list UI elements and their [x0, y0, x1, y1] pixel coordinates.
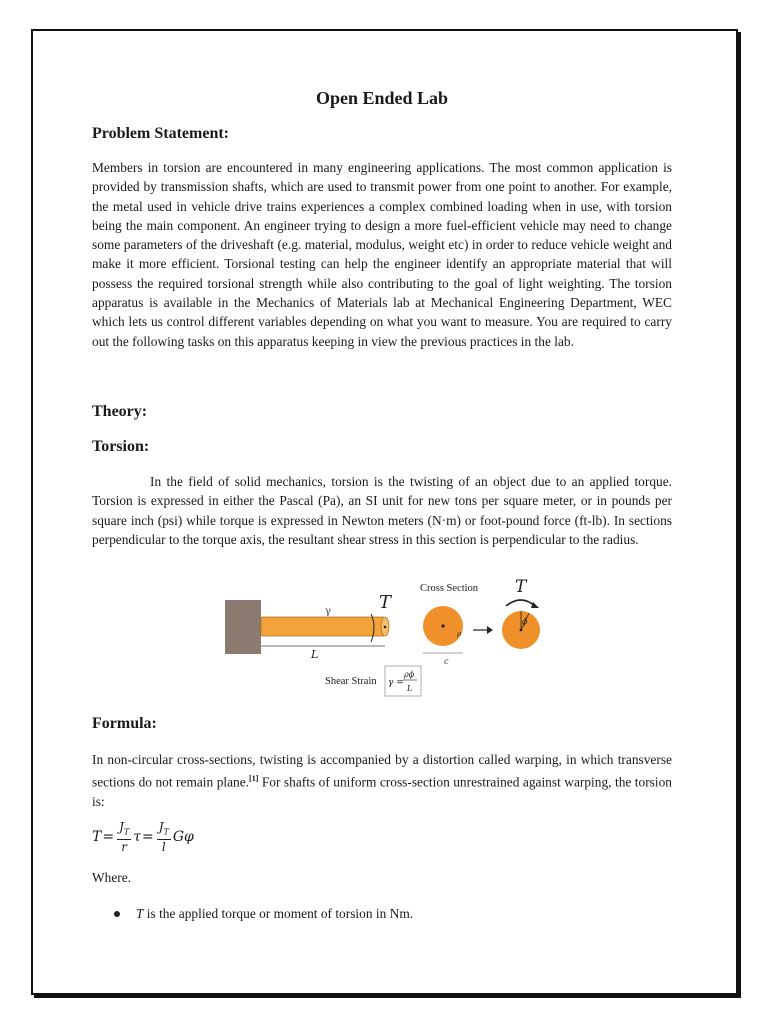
rho-label: ρ: [457, 630, 462, 638]
eq-fraction-2-num: [157, 820, 171, 840]
torque-label-1: T: [379, 592, 392, 613]
variable-description: is the applied torque or moment of torsion in Nm.: [143, 906, 414, 921]
reference-link[interactable]: [1]: [249, 774, 259, 784]
formula-heading: Formula:: [92, 715, 157, 732]
torsion-equation: [92, 820, 194, 854]
page-title: Open Ended Lab: [315, 88, 449, 108]
torque-label-2: T: [515, 577, 527, 597]
eq-fraction-1-num: [117, 820, 131, 840]
arrow-head: [487, 626, 493, 634]
eq-equals-1: =: [102, 829, 115, 846]
eq-sub-T1: T: [123, 827, 130, 837]
shear-strain-num: ρϕ: [404, 670, 415, 679]
eq-J2: J: [158, 820, 164, 834]
shear-strain-label: Shear Strain: [325, 676, 377, 687]
formula-text: [92, 750, 672, 811]
eq-fraction-1: [117, 820, 131, 854]
bullet-icon: [114, 911, 120, 917]
shear-strain-lhs: γ =: [388, 678, 404, 688]
c-label: c: [444, 657, 449, 666]
cross-section-center: [441, 624, 444, 627]
eq-fraction-1-den: r: [121, 840, 128, 855]
where-label: Where.: [92, 870, 132, 885]
shear-strain-den: L: [407, 684, 413, 693]
torsion-figure: [225, 576, 545, 700]
eq-G-phi: Gφ: [172, 829, 194, 846]
shaft: [261, 617, 385, 636]
eq-equals-2: =: [141, 829, 154, 846]
fixed-wall: [225, 600, 261, 654]
torsion-text: In the field of solid mechanics, torsion is the twisting of an object due to an applied torque. Torsion is expressed in either the Pascal (Pa), an SI unit for new tons per square meter, or in pounds per square inch (psi) while torque is expressed in Newton meters (N·m) or foot-pound force (ft-lb). In sections perpendicular to the torque axis, the resultant shear stress in this section is perpendicular to the radius.: [92, 474, 672, 547]
shaft-center-dot: [384, 626, 387, 629]
problem-statement-text: Members in torsion are encountered in many engineering applications. The most common application is provided by transmission shafts, which are used to transmit power from one point to another. For example, the metal used in vehicle drive trains experiences a complex combined loading when in use, with torsion being the main component. An engineer trying to design a more fuel-efficient vehicle may need to change some parameters of the driveshaft (e.g. material, modulus, weight etc) in order to reduce vehicle weight and make it more efficient. Torsional testing can help the engineer identify an appropriate material that will possess the required torsional strength while also contributing to the goal of light weighting. The torsion apparatus is available in the Mechanics of Materials lab at Mechanical Engineering Department, WEC which lets us control different variables depending on what you want to measure. You are required to carry out the following tasks on this apparatus keeping in view the previous practices in the lab.: [92, 160, 672, 349]
gamma-label: γ: [325, 606, 331, 617]
length-label: L: [311, 648, 319, 661]
torsion-heading: Torsion:: [92, 438, 150, 455]
eq-fraction-2-den: l: [161, 840, 166, 855]
eq-J1: J: [119, 820, 124, 834]
formula-text-part2: For shafts of uniform cross-section unrestrained against warping, the torsion is:: [92, 774, 672, 810]
formula-text-part1: In non-circular cross-sections, twisting is accompanied by a distortion called warping, in which transverse sections do not remain plane.: [92, 752, 672, 790]
variable-symbol: T: [136, 906, 144, 921]
eq-tau: τ: [133, 829, 141, 846]
torque-arc-2: [506, 600, 535, 606]
phi-label: ϕ: [522, 617, 528, 626]
variable-list: [110, 906, 413, 922]
twisted-disc-center: [520, 629, 523, 632]
eq-T: T: [92, 829, 102, 846]
problem-statement-heading: Problem Statement:: [92, 125, 229, 142]
eq-sub-T2: T: [163, 827, 169, 837]
eq-fraction-2: [157, 820, 171, 854]
theory-heading: Theory:: [92, 403, 148, 420]
list-item: [110, 906, 413, 922]
cross-section-label: Cross Section: [420, 583, 479, 594]
